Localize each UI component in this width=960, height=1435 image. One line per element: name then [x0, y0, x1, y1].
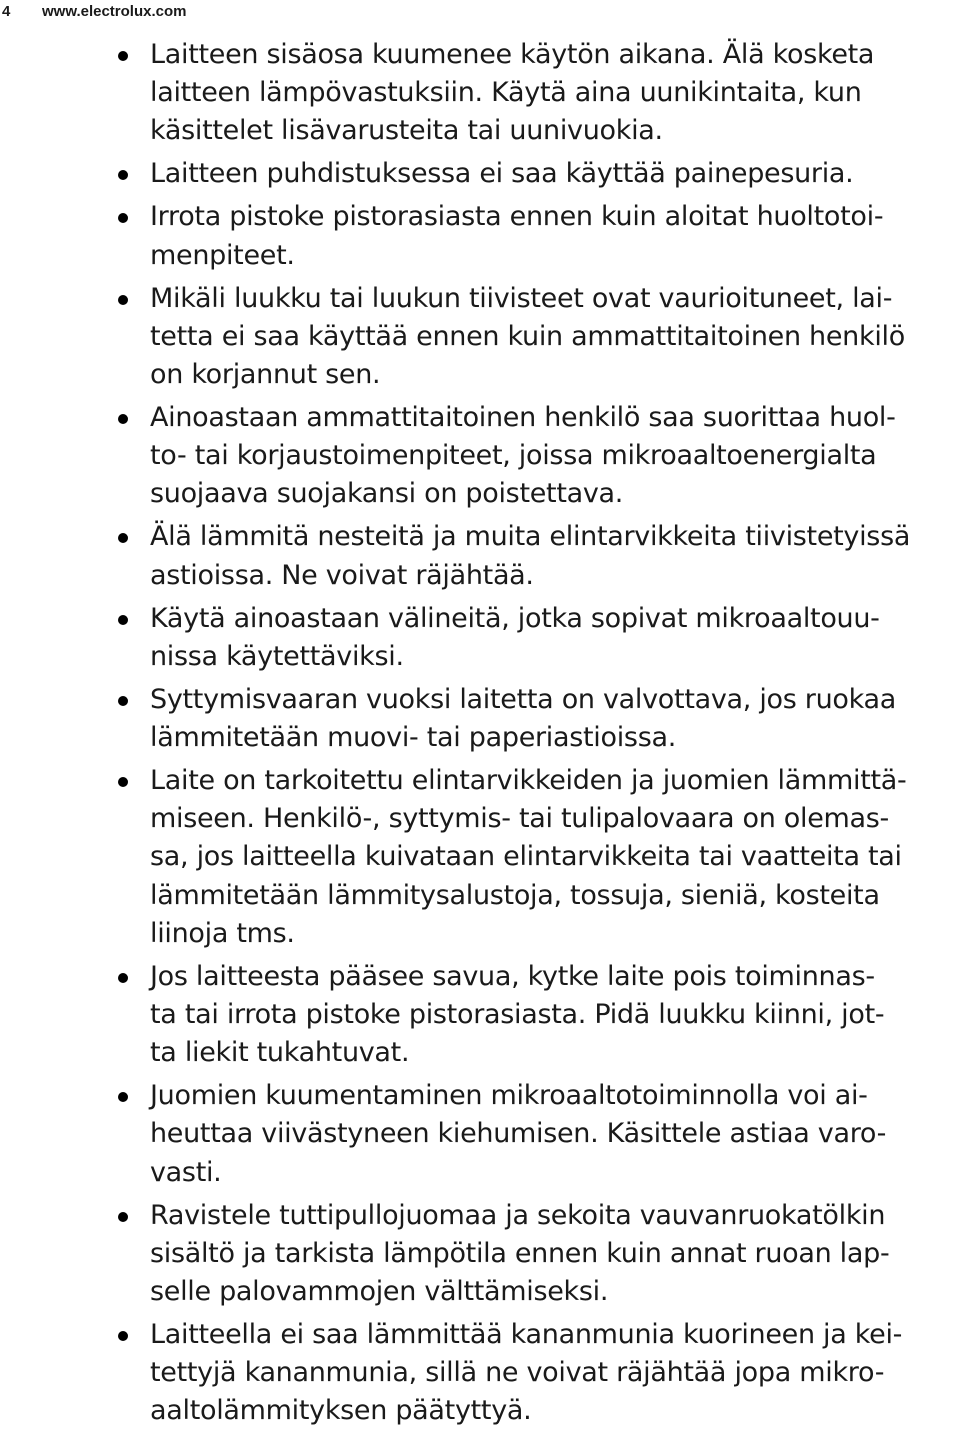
list-item: [0, 1197, 960, 1312]
list-item: [0, 600, 960, 676]
bullet-dot-icon: [118, 696, 128, 706]
bullet-dot-icon: [118, 414, 128, 424]
list-item-text-line: Jos laitteesta pääsee savua, kytke laite pois toiminnas-: [150, 960, 875, 992]
list-item: [0, 1077, 960, 1192]
list-item-text-line: Laitteella ei saa lämmittää kananmunia kuorineen ja kei-: [150, 1319, 903, 1351]
list-item-text-line: to- tai korjaustoimenpiteet, joissa mikroaaltoenergialta: [150, 440, 877, 472]
list-item: [0, 1316, 960, 1431]
list-item-text-line: laitteen lämpövastuksiin. Käytä aina uunikintaita, kun: [150, 77, 862, 109]
list-item-text-line: Ainoastaan ammattitaitoinen henkilö saa suorittaa huol-: [150, 402, 896, 434]
list-item-text-line: Mikäli luukku tai luukun tiivisteet ovat vaurioituneet, lai-: [150, 282, 893, 314]
list-item: [0, 681, 960, 757]
list-item-text-line: heuttaa viivästyneen kiehumisen. Käsittele astiaa varo-: [150, 1118, 887, 1150]
list-item-text-line: liinoja tms.: [150, 917, 295, 949]
page-header: [0, 0, 187, 22]
list-item: [0, 762, 960, 953]
list-item-text-line: miseen. Henkilö-, syttymis- tai tulipalovaara on olemas-: [150, 803, 889, 835]
safety-bullet-list: [0, 36, 960, 1435]
bullet-dot-icon: [118, 1212, 128, 1222]
list-item-text-line: sa, jos laitteella kuivataan elintarvikkeita tai vaatteita tai: [150, 841, 902, 873]
list-item-text-line: Syttymisvaaran vuoksi laitetta on valvottava, jos ruokaa: [150, 683, 896, 715]
list-item-text-line: suojaava suojakansi on poistettava.: [150, 478, 624, 510]
bullet-dot-icon: [118, 170, 128, 180]
list-item: [0, 36, 960, 151]
bullet-dot-icon: [118, 213, 128, 223]
list-item-text-line: Juomien kuumentaminen mikroaaltotoiminnolla voi ai-: [150, 1080, 868, 1112]
list-item: [0, 280, 960, 395]
list-item-text-line: vasti.: [150, 1156, 222, 1188]
bullet-dot-icon: [118, 1331, 128, 1341]
list-item-text-line: aaltolämmityksen päätyttyä.: [150, 1395, 532, 1427]
list-item-text-line: Laitteen puhdistuksessa ei saa käyttää painepesuria.: [150, 158, 854, 190]
list-item-text-line: Laite on tarkoitettu elintarvikkeiden ja juomien lämmittä-: [150, 765, 907, 797]
list-item-text-line: menpiteet.: [150, 239, 295, 271]
bullet-dot-icon: [118, 615, 128, 625]
list-item-text-line: on korjannut sen.: [150, 359, 381, 391]
list-item-text-line: ta liekit tukahtuvat.: [150, 1037, 410, 1069]
list-item-text-line: Irrota pistoke pistorasiasta ennen kuin aloitat huoltotoi-: [150, 201, 884, 233]
list-item-text-line: Ravistele tuttipullojuomaa ja sekoita vauvanruokatölkin: [150, 1199, 886, 1231]
list-item-text-line: astioissa. Ne voivat räjähtää.: [150, 559, 534, 591]
list-item-text-line: tettyjä kananmunia, sillä ne voivat räjähtää jopa mikro-: [150, 1357, 885, 1389]
list-item-text-line: lämmitetään lämmitysalustoja, tossuja, sieniä, kosteita: [150, 879, 880, 911]
bullet-dot-icon: [118, 51, 128, 61]
website-link[interactable]: www.electrolux.com: [42, 2, 187, 20]
list-item-text-line: käsittelet lisävarusteita tai uunivuokia.: [150, 115, 663, 147]
list-item-text-line: Laitteen sisäosa kuumenee käytön aikana. Älä kosketa: [150, 39, 875, 70]
list-item-text-line: nissa käytettäviksi.: [150, 640, 404, 672]
list-item-text-line: lämmitetään muovi- tai paperiastioissa.: [150, 722, 676, 754]
bullet-dot-icon: [118, 533, 128, 543]
list-item: [0, 399, 960, 514]
list-item: [0, 155, 960, 193]
list-item-text-line: Käytä ainoastaan välineitä, jotka sopivat mikroaaltouu-: [150, 602, 880, 634]
bullet-dot-icon: [118, 777, 128, 787]
bullet-dot-icon: [118, 295, 128, 305]
list-item: [0, 958, 960, 1073]
bullet-dot-icon: [118, 1092, 128, 1102]
list-item-text-line: selle palovammojen välttämiseksi.: [150, 1276, 609, 1308]
list-item-text-line: tetta ei saa käyttää ennen kuin ammattitaitoinen henkilö: [150, 320, 905, 352]
list-item-text-line: Älä lämmitä nesteitä ja muita elintarvikkeita tiivistetyissä: [150, 521, 911, 553]
list-item-text-line: sisältö ja tarkista lämpötila ennen kuin annat ruoan lap-: [150, 1237, 890, 1269]
list-item: [0, 518, 960, 594]
page-number: 4: [2, 2, 11, 20]
list-item-text-line: ta tai irrota pistoke pistorasiasta. Pidä luukku kiinni, jot-: [150, 999, 885, 1031]
bullet-dot-icon: [118, 973, 128, 983]
list-item: [0, 198, 960, 274]
